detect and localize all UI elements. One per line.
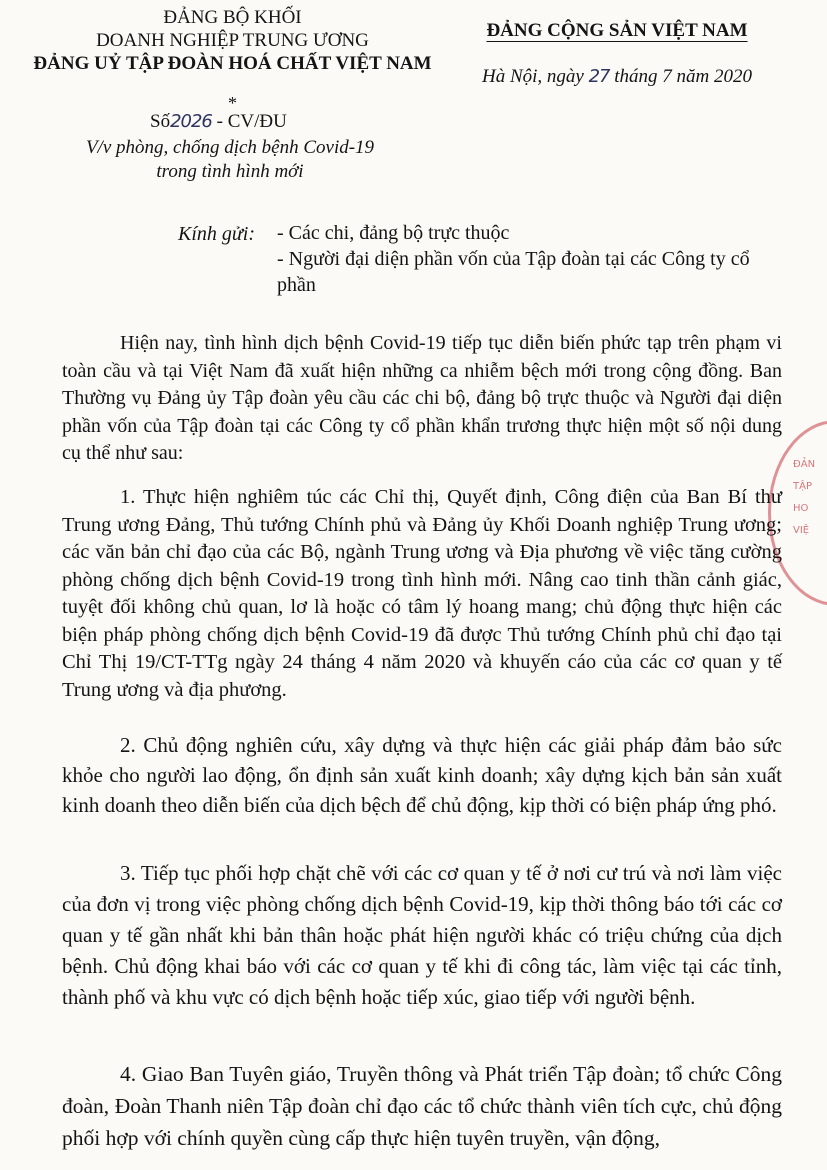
paragraph-2: 2. Chủ động nghiên cứu, xây dựng và thực hiện các giải pháp đảm bảo sức khỏe cho người lao động, ổn định sản xuất kinh doanh; xây dựng kịch bản sản xuất kinh doanh theo diễn biến của dịch bệch để chủ động, kịp thời có biện pháp ứng phó. xyxy=(62,733,782,817)
party-block xyxy=(462,20,772,88)
star-separator: * xyxy=(228,93,237,113)
date-suffix: tháng 7 năm 2020 xyxy=(614,66,752,87)
paragraph-3: 3. Tiếp tục phối hợp chặt chẽ với các cơ quan y tế ở nơi cư trú và nơi làm việc của đơn vị trong việc phòng chống dịch bệnh Covid-19, kịp thời thông báo tới các cơ quan y tế gần nhất khi bản thân hoặc phát hiện người khác có triệu chứng của dịch bệnh. Chủ động khai báo với các cơ quan y tế khi đi công tác, làm việc tại các tỉnh, thành phố và khu vực có dịch bệnh hoặc tiếp xúc, giao tiếp với người bệnh. xyxy=(62,861,782,1009)
stamp-text-1: ĐẢN xyxy=(793,459,816,470)
subject-block xyxy=(60,136,400,184)
number-prefix: Số xyxy=(150,111,171,132)
issuer-line-1: ĐẢNG BỘ KHỐI xyxy=(163,7,302,28)
party-name: ĐẢNG CỘNG SẢN VIỆT NAM xyxy=(486,20,748,41)
date-line xyxy=(462,66,772,88)
recipient-2: - Người đại diện phần vốn của Tập đoàn tại các Công ty cổ phần xyxy=(277,248,750,296)
paragraph-4: 4. Giao Ban Tuyên giáo, Truyền thông và Phát triển Tập đoàn; tổ chức Công đoàn, Đoàn Thanh niên Tập đoàn chỉ đạo các tổ chức thành viên tích cực, chủ động phối hợp với chính quyền cùng cấp thực hiện tuyên truyền, vận động, xyxy=(62,1062,782,1150)
issuer-block xyxy=(20,6,445,75)
date-day-handwritten: 27 xyxy=(588,66,610,87)
recipients-list xyxy=(277,220,777,298)
issuer-line-3: ĐẢNG UỶ TẬP ĐOÀN HOÁ CHẤT VIỆT NAM xyxy=(33,53,432,74)
stamp-text-3: HO xyxy=(793,503,809,514)
recipients-label: Kính gửi: xyxy=(178,223,256,245)
number-handwritten: 2026 xyxy=(170,111,212,132)
paragraph-1: 1. Thực hiện nghiêm túc các Chỉ thị, Quyết định, Công điện của Ban Bí thư Trung ương Đảng, Thủ tướng Chính phủ và Đảng ủy Khối Doanh nghiệp Trung ương; các văn bản chỉ đạo của các Bộ, ngành Trung ương và Địa phương về việc tăng cường phòng chống dịch bệnh Covid-19 trong tình hình mới. Nâng cao tinh thần cảnh giác, tuyệt đối không chủ quan, lơ là hoặc có tâm lý hoang mang; chủ động thực hiện các biện pháp phòng chống dịch bệnh Covid-19 đã được Thủ tướng Chính phủ chỉ đạo tại Chỉ Thị 19/CT-TTg ngày 24 tháng 4 năm 2020 và khuyến cáo của các cơ quan y tế Trung ương và địa phương. xyxy=(62,486,782,701)
number-suffix: - CV/ĐU xyxy=(216,111,287,132)
stamp-text-2: TẬP xyxy=(793,481,812,492)
intro-paragraph: Hiện nay, tình hình dịch bệnh Covid-19 tiếp tục diễn biến phức tạp trên phạm vi toàn cầu và tại Việt Nam đã xuất hiện những ca nhiễm bệch mới trong cộng đồng. Ban Thường vụ Đảng ủy Tập đoàn yêu cầu các chi bộ, đảng bộ trực thuộc và Người đại diện phần vốn của Tập đoàn tại các Công ty cổ phần khẩn trương thực hiện một số nội dung cụ thể như sau: xyxy=(62,332,782,464)
recipient-1: - Các chi, đảng bộ trực thuộc xyxy=(277,222,510,244)
date-prefix: Hà Nội, ngày xyxy=(481,66,584,87)
subject-line-1: V/v phòng, chống dịch bệnh Covid-19 xyxy=(85,137,375,158)
issuer-line-2: DOANH NGHIỆP TRUNG ƯƠNG xyxy=(96,30,369,51)
subject-line-2: trong tình hình mới xyxy=(156,161,304,182)
document-number xyxy=(150,111,287,133)
stamp-text-4: VIỆ xyxy=(793,525,810,536)
